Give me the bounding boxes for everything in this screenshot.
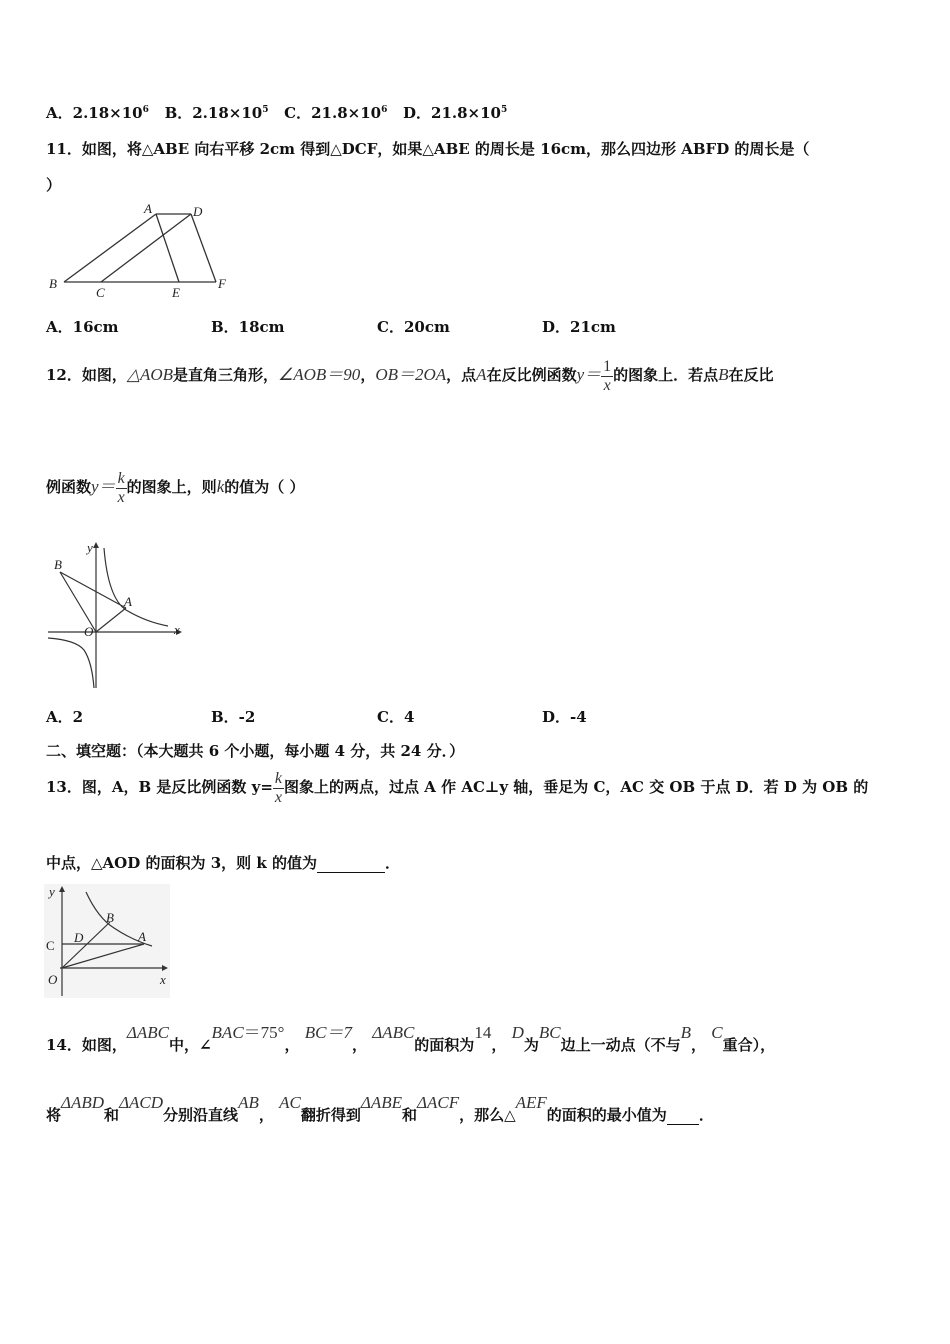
q11-option-d: D．21cm (542, 318, 616, 336)
q11-seg-df (191, 214, 216, 282)
q13-stem-line2: 中点，△AOD 的面积为 3，则 k 的值为 ． (46, 854, 400, 872)
q13-label-o: O (48, 972, 58, 987)
q12-option-b: B．-2 (211, 708, 256, 726)
q11-label-a: A (144, 202, 152, 216)
q13-figure (44, 884, 170, 998)
q12-seg-ab (60, 572, 126, 608)
q13-stem-line1: 13．图，A，B 是反比例函数 y= $\frac{k}{x}$ 图象上的两点，过点 A 作 AC⊥y 轴，垂足为 C，AC 交 OB 于点 D．若 D 为 OB 的 (46, 770, 869, 806)
q12-fraction-k-over-x: $\frac{k}{x}$ (117, 470, 125, 506)
q11-label-c: C (96, 285, 105, 300)
q12-stem-line1: 12．如图，△AOB是直角三角形，∠AOB＝90，OB＝2OA，点A在反比例函数y＝ $\frac{1}{x}$ 的图象上．若点B在反比 (46, 358, 774, 394)
q12-label-y: y (87, 542, 93, 555)
q12-seg-ob (60, 572, 96, 632)
q13-label-a: A (138, 929, 146, 944)
q14-stem-line1: 14．如图，ΔABC中，∠BAC＝75°， BC＝7， ΔABC的面积为14， D为BC边上一动点（不与B， C重合）， (46, 1023, 776, 1054)
q13-label-x: x (160, 972, 166, 987)
q12-fraction-1-over-x: $\frac{1}{x}$ (603, 358, 612, 394)
q11-label-f: F (218, 276, 226, 291)
q12-seg-oa (96, 608, 126, 632)
q10-option-a: A．2.18×10 (46, 104, 143, 122)
q10-options: A．$2.18\times 10^6$ B．$2.18\times 10^5$ C．$21.8\times 10^6$ D．$21.8\times 10^5$ (46, 104, 508, 122)
q14-answer-blank[interactable] (667, 1106, 699, 1125)
q11-label-d: D (193, 204, 203, 219)
q12-curve-quadrant3 (48, 638, 94, 688)
q13-label-d: D (74, 930, 84, 945)
q12-label-a: A (124, 594, 132, 609)
q12-label-x: x (174, 622, 180, 637)
q10-option-d: D．21.8×10 (403, 104, 501, 122)
q13-fraction-k-over-x: $\frac{k}{x}$ (274, 770, 283, 806)
q12-option-d: D．-4 (542, 708, 587, 726)
q11-seg-ae (156, 214, 179, 282)
section-2-heading: 二、填空题：（本大题共 6 个小题，每小题 4 分，共 24 分．） (46, 742, 465, 760)
q12-label-b: B (54, 557, 62, 572)
q12-option-a: A．2 (46, 708, 84, 726)
q11-option-b: B．18cm (211, 318, 285, 336)
q14-stem-line2: 将ΔABD和ΔACD分别沿直线AB， AC翻折得到ΔABE和ΔACF，那么△AEF的面积的最小值为 ． (46, 1093, 714, 1124)
q11-seg-ba (64, 214, 156, 282)
q12-stem-line2: 例函数y＝ $\frac{k}{x}$ 的图象上，则k的值为（ ） (46, 470, 305, 506)
q13-label-b: B (106, 910, 114, 925)
q12-option-c: C．4 (377, 708, 415, 726)
q11-stem-line1: 11．如图，将△ABE 向右平移 2cm 得到△DCF，如果△ABE 的周长是 16cm，那么四边形 ABFD 的周长是（ (46, 140, 810, 158)
q12-label-o: O (84, 624, 94, 639)
q11-option-a: A．16cm (46, 318, 119, 336)
q11-seg-dc (101, 214, 191, 282)
q13-label-c: C (46, 938, 55, 953)
q12-curve-quadrant1 (104, 548, 168, 626)
q11-label-e: E (172, 285, 180, 300)
q12-figure (46, 542, 186, 690)
q10-option-c: C．21.8×10 (284, 104, 382, 122)
q11-stem-line2: ） (46, 176, 62, 194)
q11-option-c: C．20cm (377, 318, 450, 336)
q11-figure (46, 202, 236, 300)
q13-answer-blank[interactable] (317, 854, 385, 873)
q10-option-b: B．2.18×10 (164, 104, 263, 122)
q11-label-b: B (49, 276, 57, 291)
q13-label-y: y (49, 884, 55, 899)
